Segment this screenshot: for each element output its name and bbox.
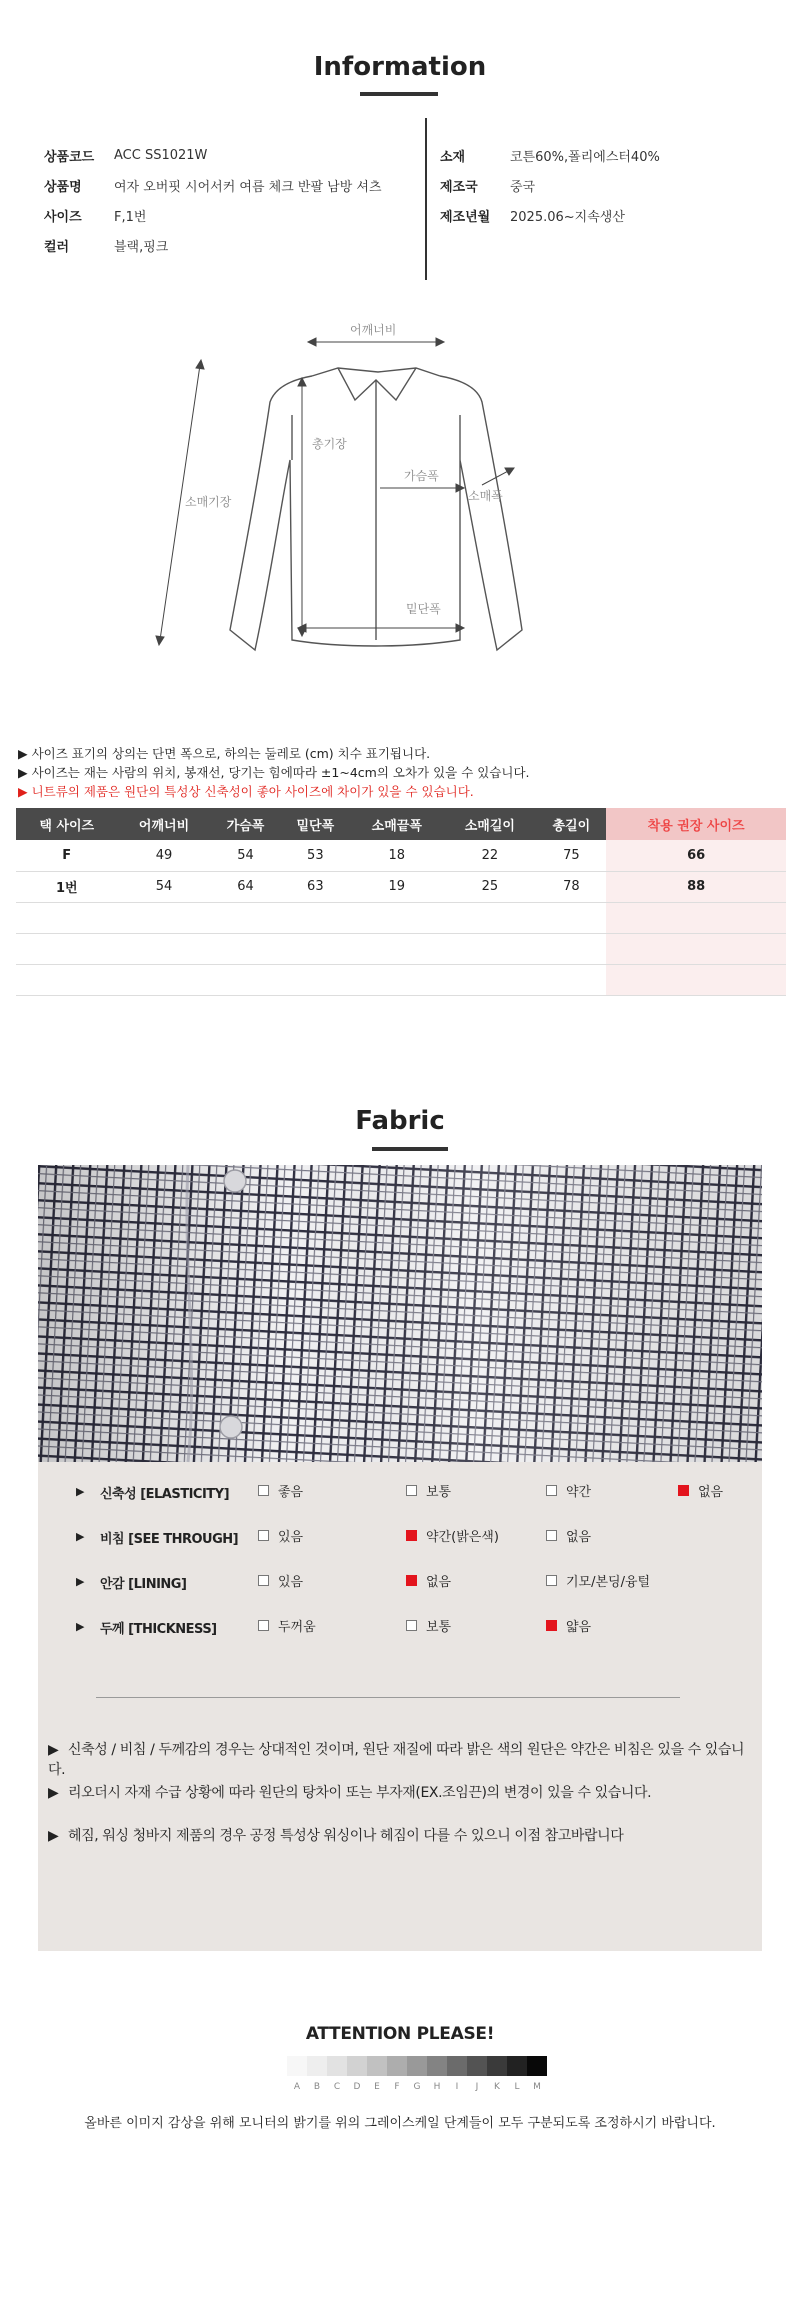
info-value: 코튼60%,폴리에스터40% — [510, 149, 660, 165]
bullet-icon: ▶ — [48, 1828, 59, 1844]
checkbox-icon — [258, 1620, 269, 1631]
table-cell: 63 — [280, 871, 350, 902]
info-row-material — [440, 140, 770, 170]
property-option — [406, 1616, 451, 1635]
property-option-selected — [678, 1481, 723, 1500]
option-label: 약간 — [566, 1485, 592, 1500]
grayscale-cell — [387, 2056, 407, 2076]
grayscale-letter: M — [533, 2082, 541, 2092]
size-table-header: 택 사이즈 — [16, 808, 117, 840]
table-cell: 53 — [280, 840, 350, 871]
property-option-selected — [406, 1571, 451, 1590]
info-value: F,1번 — [114, 209, 147, 225]
checkbox-icon — [546, 1530, 557, 1541]
checkbox-icon — [258, 1575, 269, 1586]
bullet-icon: ▶ — [48, 1785, 59, 1801]
property-option-selected — [406, 1526, 499, 1545]
table-cell: 22 — [443, 840, 536, 871]
size-table-header-recommended: 착용 권장 사이즈 — [606, 808, 786, 840]
table-cell-recommended: 66 — [606, 840, 786, 871]
property-option — [546, 1481, 591, 1500]
grayscale-letter: F — [394, 2082, 400, 2092]
table-cell: 1번 — [16, 871, 117, 902]
checkbox-icon — [406, 1485, 417, 1496]
information-title: Information — [313, 52, 487, 82]
property-name: 신축성 [ELASTICITY] — [100, 1487, 230, 1502]
property-option-selected — [546, 1616, 591, 1635]
size-table — [16, 808, 786, 996]
info-row-origin — [440, 170, 770, 200]
checkbox-checked-icon — [406, 1530, 417, 1541]
shirt-outline-icon — [230, 368, 522, 650]
option-label: 없음 — [566, 1530, 592, 1545]
grayscale-cell — [507, 2056, 527, 2076]
info-row-product-code — [44, 140, 414, 170]
grayscale-cell — [307, 2056, 327, 2076]
option-label: 없음 — [698, 1485, 724, 1500]
attention-title: ATTENTION PLEASE! — [305, 2024, 495, 2044]
table-cell: 25 — [443, 871, 536, 902]
grayscale-cell — [327, 2056, 347, 2076]
table-row-empty — [16, 964, 786, 995]
grayscale-bar — [287, 2056, 547, 2076]
table-cell: 19 — [350, 871, 443, 902]
table-cell: 78 — [536, 871, 606, 902]
table-cell: 18 — [350, 840, 443, 871]
fabric-photo — [38, 1165, 762, 1462]
option-label: 얇음 — [566, 1620, 592, 1635]
size-table-header-row — [16, 808, 786, 840]
bullet-icon: ▶ — [76, 1485, 85, 1498]
info-label: 제조년월 — [440, 209, 491, 225]
property-name: 두께 [THICKNESS] — [100, 1622, 217, 1637]
chest-width-label: 가슴폭 — [404, 469, 439, 483]
table-cell: 49 — [117, 840, 210, 871]
option-label: 기모/본딩/융털 — [566, 1575, 651, 1590]
attention-text: 올바른 이미지 감상을 위해 모니터의 밝기를 위의 그레이스케일 단계들이 모두 구분되도록 조정하시기 바랍니다. — [84, 2116, 716, 2131]
grayscale-letter: C — [333, 2082, 341, 2092]
property-name: 비침 [SEE THROUGH] — [100, 1532, 239, 1547]
info-label: 컬러 — [44, 239, 70, 255]
info-left-column — [44, 140, 414, 260]
checkbox-checked-icon — [406, 1575, 417, 1586]
fabric-note-text: 리오더시 자재 수급 상황에 따라 원단의 탕차이 또는 부자재(EX.조임끈)의 변경이 있을 수 있습니다. — [68, 1785, 652, 1801]
fabric-panel — [38, 1165, 762, 1951]
table-cell-recommended: 88 — [606, 871, 786, 902]
size-table-header: 소매길이 — [443, 808, 536, 840]
table-cell: F — [16, 840, 117, 871]
table-cell: 64 — [211, 871, 281, 902]
table-cell: 54 — [211, 840, 281, 871]
checkbox-icon — [406, 1620, 417, 1631]
info-row-size — [44, 200, 414, 230]
size-table-header: 밑단폭 — [280, 808, 350, 840]
grayscale-letter: L — [514, 2082, 520, 2092]
grayscale-cell — [287, 2056, 307, 2076]
table-row — [16, 871, 786, 902]
table-row — [16, 840, 786, 871]
size-table-header: 소매끝폭 — [350, 808, 443, 840]
information-title-underline — [360, 92, 438, 96]
property-row-thickness — [38, 1612, 762, 1642]
size-note-warning: ▶ 니트류의 제품은 원단의 특성상 신축성이 좋아 사이즈에 차이가 있을 수 있습니다. — [18, 784, 474, 799]
option-label: 약간(밝은색) — [426, 1530, 499, 1545]
info-label: 상품명 — [44, 179, 82, 195]
info-label: 상품코드 — [44, 149, 95, 165]
button-icon — [224, 1170, 246, 1192]
property-row-see-through — [38, 1522, 762, 1552]
shoulder-width-label: 어깨너비 — [350, 323, 397, 337]
fabric-title: Fabric — [355, 1106, 445, 1136]
grayscale-cell — [467, 2056, 487, 2076]
info-right-column — [440, 140, 770, 230]
property-option — [258, 1571, 303, 1590]
table-cell: 75 — [536, 840, 606, 871]
property-row-elasticity — [38, 1477, 762, 1507]
property-option — [546, 1571, 650, 1590]
info-row-color — [44, 230, 414, 260]
grayscale-letter: B — [313, 2082, 321, 2092]
info-divider — [425, 118, 427, 280]
total-length-label: 총기장 — [312, 437, 347, 451]
grayscale-letter: G — [413, 2082, 421, 2092]
option-label: 없음 — [426, 1575, 452, 1590]
size-note: ▶ 사이즈 표기의 상의는 단면 폭으로, 하의는 둘레로 (cm) 치수 표기됩니다. — [18, 746, 431, 761]
option-label: 있음 — [278, 1575, 304, 1590]
bullet-icon: ▶ — [76, 1530, 85, 1543]
info-row-product-name — [44, 170, 414, 200]
sleeve-length-label: 소매기장 — [185, 495, 232, 509]
checkbox-checked-icon — [546, 1620, 557, 1631]
fabric-note-text: 신축성 / 비침 / 두께감의 경우는 상대적인 것이며, 원단 재질에 따라 밝은 색의 원단은 약간은 비침은 있을 수 있습니다. — [48, 1742, 745, 1778]
info-row-manufacture-date — [440, 200, 770, 230]
grayscale-cell — [367, 2056, 387, 2076]
sleeve-width-label: 소매폭 — [468, 489, 503, 503]
property-option — [406, 1481, 451, 1500]
property-name: 안감 [LINING] — [100, 1577, 187, 1592]
grayscale-cell — [347, 2056, 367, 2076]
info-value: ACC SS1021W — [114, 147, 208, 163]
button-icon — [220, 1416, 242, 1438]
fabric-note-text: 헤짐, 워싱 청바지 제품의 경우 공정 특성상 워싱이나 헤짐이 다를 수 있으니 이점 참고바랍니다 — [68, 1828, 624, 1844]
property-row-lining — [38, 1567, 762, 1597]
option-label: 두꺼움 — [278, 1620, 316, 1635]
info-label: 사이즈 — [44, 209, 82, 225]
fabric-note — [48, 1739, 758, 1779]
info-value: 2025.06~지속생산 — [510, 209, 625, 225]
grayscale-letter: J — [475, 2082, 479, 2092]
info-label: 제조국 — [440, 179, 478, 195]
fabric-note — [48, 1782, 758, 1802]
bullet-icon: ▶ — [76, 1575, 85, 1588]
grayscale-letter: K — [494, 2082, 500, 2092]
size-table-header: 어깨너비 — [117, 808, 210, 840]
checkbox-checked-icon — [678, 1485, 689, 1496]
grayscale-letter: H — [433, 2082, 441, 2092]
table-cell: 54 — [117, 871, 210, 902]
fabric-title-underline — [372, 1147, 448, 1151]
grayscale-cell — [407, 2056, 427, 2076]
grayscale-cell — [487, 2056, 507, 2076]
size-table-header: 총길이 — [536, 808, 606, 840]
fabric-note — [48, 1825, 758, 1845]
size-note: ▶ 사이즈는 재는 사람의 위치, 봉재선, 당기는 힘에따라 ±1~4cm의 오차가 있을 수 있습니다. — [18, 765, 530, 780]
grayscale-cell — [447, 2056, 467, 2076]
property-option — [546, 1526, 591, 1545]
grayscale-letter: I — [455, 2082, 459, 2092]
fabric-divider — [96, 1697, 680, 1698]
option-label: 보통 — [426, 1485, 452, 1500]
checkbox-icon — [258, 1485, 269, 1496]
property-option — [258, 1526, 303, 1545]
info-value: 여자 오버핏 시어서커 여름 체크 반팔 남방 셔츠 — [114, 179, 382, 195]
hem-width-label: 밑단폭 — [406, 602, 441, 616]
size-table-header: 가슴폭 — [211, 808, 281, 840]
checkbox-icon — [546, 1485, 557, 1496]
bullet-icon: ▶ — [76, 1620, 85, 1633]
option-label: 보통 — [426, 1620, 452, 1635]
option-label: 좋음 — [278, 1485, 304, 1500]
property-option — [258, 1481, 303, 1500]
checkbox-icon — [258, 1530, 269, 1541]
table-row-empty — [16, 902, 786, 933]
checkbox-icon — [546, 1575, 557, 1586]
property-option — [258, 1616, 316, 1635]
shirt-measurement-diagram — [185, 310, 550, 660]
grayscale-letter: A — [293, 2082, 301, 2092]
grayscale-cell — [427, 2056, 447, 2076]
grayscale-letters — [287, 2082, 547, 2092]
grayscale-cell — [527, 2056, 547, 2076]
option-label: 있음 — [278, 1530, 304, 1545]
info-value: 중국 — [510, 179, 536, 195]
info-label: 소재 — [440, 149, 466, 165]
grayscale-letter: D — [353, 2082, 361, 2092]
grayscale-letter: E — [374, 2082, 380, 2092]
info-value: 블랙,핑크 — [114, 239, 169, 255]
size-notes — [18, 744, 788, 801]
bullet-icon: ▶ — [48, 1742, 59, 1758]
table-row-empty — [16, 933, 786, 964]
